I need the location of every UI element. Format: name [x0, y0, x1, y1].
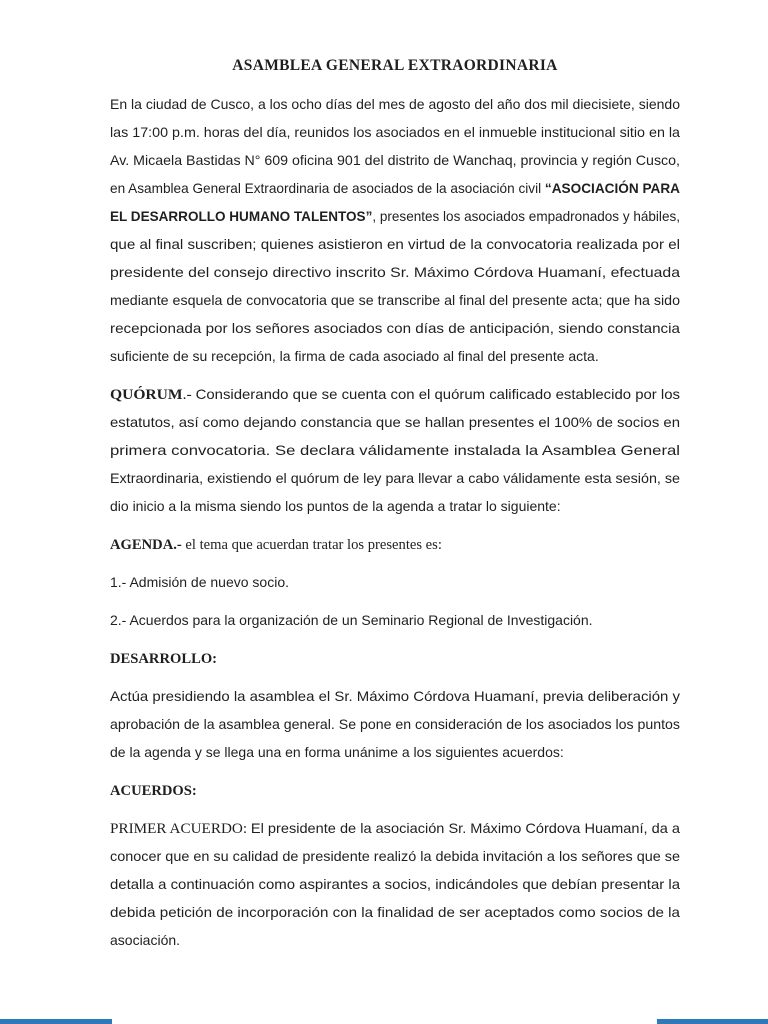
- text-line: [110, 408, 717, 436]
- quorum-paragraph: [110, 380, 680, 520]
- text-line: [110, 710, 686, 738]
- text-line: [110, 146, 688, 174]
- body-text: Extraordinaria, existiendo el quórum de ley para llevar a cabo válidamente esta sesión, se: [110, 470, 680, 486]
- agenda-heading: [110, 530, 680, 558]
- text-line: [110, 202, 680, 230]
- desarrollo-heading: [110, 644, 680, 672]
- body-text: el tema que acuerdan tratar los presentes es:: [185, 537, 442, 553]
- body-text: recepcionada por los señores asociados con días de anticipación, siendo constancia: [110, 320, 680, 336]
- body-text: .-: [182, 387, 196, 403]
- text-line: [110, 286, 690, 314]
- text-line: [110, 644, 680, 672]
- text-line: [110, 898, 728, 926]
- body-text: , presentes los asociados empadronados y hábiles,: [372, 208, 680, 224]
- text-line: [110, 174, 680, 202]
- text-line: [110, 776, 680, 804]
- body-text: El presidente de la asociación Sr. Máximo Córdova Huamaní, da a: [250, 820, 680, 836]
- body-text: 1.- Admisión de nuevo socio.: [110, 574, 289, 590]
- text-line: [110, 870, 718, 898]
- page-bottom-bar-left: [0, 1019, 112, 1024]
- body-text: que al final suscriben; quienes asistieron en virtud de la convocatoria realizada por el: [110, 236, 680, 252]
- document-title: ASAMBLEA GENERAL EXTRAORDINARIA: [232, 57, 558, 74]
- text-line: [110, 738, 680, 766]
- document-body: [110, 90, 680, 954]
- page-bottom-bar-right: [657, 1019, 768, 1024]
- text-line: [110, 230, 727, 258]
- primer-acuerdo-paragraph: [110, 814, 680, 954]
- text-line: [110, 568, 680, 596]
- body-text: aprobación de la asamblea general. Se pone en consideración de los asociados los puntos: [110, 716, 680, 732]
- text-line: [110, 258, 753, 286]
- text-line: [110, 464, 693, 492]
- intro-paragraph: [110, 90, 680, 370]
- text-line: [110, 314, 729, 342]
- body-text: dio inicio a la misma siendo los puntos de la agenda a tratar lo siguiente:: [110, 498, 561, 514]
- text-line: [110, 342, 680, 370]
- heading-text: ACUERDOS:: [110, 783, 197, 799]
- body-text: suficiente de su recepción, la firma de cada asociado al final del presente acta.: [110, 348, 599, 364]
- acuerdos-heading: [110, 776, 680, 804]
- text-line: [110, 530, 680, 558]
- text-line: [110, 842, 697, 870]
- body-text: presidente del consejo directivo inscrito Sr. Máximo Córdova Huamaní, efectuada: [110, 264, 680, 280]
- title-block: [110, 52, 680, 80]
- body-text: de la agenda y se llega una en forma unánime a los siguientes acuerdos:: [110, 744, 564, 760]
- body-text: Considerando que se cuenta con el quórum calificado establecido por los: [195, 386, 680, 402]
- heading-text: AGENDA.-: [110, 537, 186, 553]
- body-text: Actúa presidiendo la asamblea el Sr. Máximo Córdova Huamaní, previa deliberación y: [110, 688, 680, 704]
- bold-text: EL DESARROLLO HUMANO TALENTOS”: [110, 208, 373, 224]
- agenda-item-1: [110, 568, 680, 596]
- heading-text: QUÓRUM: [110, 387, 183, 403]
- text-line: [110, 436, 768, 464]
- body-text: primera convocatoria. Se declara válidamente instalada la Asamblea General: [110, 442, 680, 458]
- body-text: debida petición de incorporación con la finalidad de ser aceptados como socios de la: [110, 904, 680, 920]
- body-text: estatutos, así como dejando constancia que se hallan presentes el 100% de socios en: [110, 414, 680, 430]
- text-line: [110, 682, 719, 710]
- text-line: [110, 814, 703, 842]
- text-line: [110, 492, 680, 520]
- body-text: PRIMER ACUERDO:: [110, 821, 251, 837]
- body-text: Av. Micaela Bastidas N° 609 oficina 901 del distrito de Wanchaq, provincia y región Cusco,: [110, 152, 680, 168]
- body-text: detalla a continuación como aspirantes a socios, indicándoles que debían presentar la: [110, 876, 680, 892]
- heading-text: DESARROLLO:: [110, 651, 218, 667]
- bold-text: “ASOCIACIÓN PARA: [544, 180, 680, 196]
- text-line: [110, 118, 692, 146]
- body-text: conocer que en su calidad de presidente realizó la debida invitación a los señores que se: [110, 848, 680, 864]
- text-line: [110, 606, 680, 634]
- text-line: [110, 926, 680, 954]
- desarrollo-paragraph: [110, 682, 680, 766]
- body-text: En la ciudad de Cusco, a los ocho días del mes de agosto del año dos mil diecisiete, siendo: [110, 96, 681, 112]
- body-text: en Asamblea General Extraordinaria de asociados de la asociación civil: [110, 180, 545, 196]
- body-text: las 17:00 p.m. horas del día, reunidos los asociados en el inmueble institucional sitio en la: [110, 124, 680, 140]
- agenda-item-2: [110, 606, 680, 634]
- document-content: [110, 52, 680, 964]
- text-line: [110, 380, 718, 408]
- body-text: asociación.: [110, 932, 181, 948]
- body-text: 2.- Acuerdos para la organización de un Seminario Regional de Investigación.: [110, 612, 593, 628]
- body-text: mediante esquela de convocatoria que se transcribe al final del presente acta; que ha sido: [110, 292, 680, 308]
- text-line: [110, 90, 680, 118]
